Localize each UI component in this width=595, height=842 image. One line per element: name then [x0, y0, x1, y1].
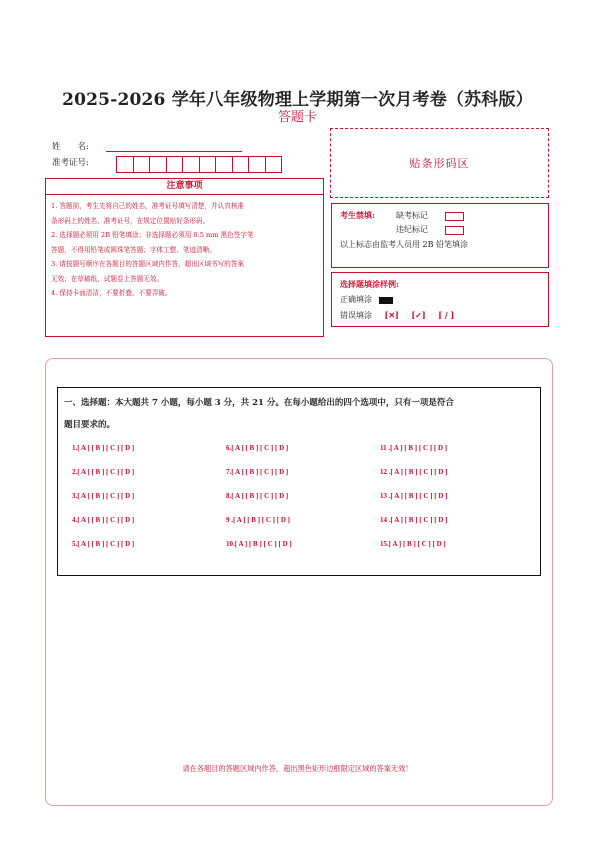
answer-option-row[interactable]: 5.[ A ] [ B ] [ C ] [ D ] [72, 540, 135, 548]
correct-sample-label: 正确填涂 [340, 295, 372, 304]
violation-mark-row [396, 224, 464, 235]
notice-item: 4. 保持卡面清洁，不要折叠、不要弄破。 [51, 289, 172, 297]
answer-option-row[interactable]: 2.[ A ] [ B ] [ C ] [ D ] [72, 468, 135, 476]
exam-number-box[interactable] [215, 156, 233, 173]
answer-option-row[interactable]: 11 .[ A ] [ B ] [ C ] [ D ] [380, 444, 448, 452]
answer-option-row[interactable]: 8.[ A ] [ B ] [ C ] [ D ] [226, 492, 289, 500]
answer-option-row[interactable]: 4.[ A ] [ B ] [ C ] [ D ] [72, 516, 135, 524]
sample-title: 选择题填涂样例: [340, 279, 399, 289]
name-field[interactable] [106, 151, 242, 152]
barcode-label: 贴条形码区 [409, 157, 470, 170]
answer-option-row[interactable]: 12 .[ A ] [ B ] [ C ] [ D ] [380, 468, 448, 476]
proctor-box [331, 203, 549, 268]
barcode-area [330, 128, 549, 198]
wrong-mark-check: [✓] [411, 310, 426, 320]
notice-item: 条形码上的姓名、准考证号，在规定位置贴好条形码。 [51, 216, 210, 225]
page-subtitle: 答题卡 [277, 110, 317, 125]
exam-number-box[interactable] [149, 156, 167, 173]
notice-box [45, 178, 324, 337]
correct-sample-row [340, 294, 393, 305]
notice-title: 注意事项 [46, 179, 323, 195]
exam-number-boxes[interactable] [116, 156, 281, 173]
sample-box [331, 272, 549, 327]
answer-option-row[interactable]: 3.[ A ] [ B ] [ C ] [ D ] [72, 492, 135, 500]
exam-number-box[interactable] [116, 156, 134, 173]
notice-item: 无效；在草稿纸、试题卷上答题无效。 [51, 274, 164, 283]
name-label: 姓 名: [52, 142, 89, 152]
proctor-note: 以上标志由监考人员用 2B 铅笔填涂 [340, 240, 469, 249]
exam-number-box[interactable] [199, 156, 217, 173]
exam-number-box[interactable] [133, 156, 151, 173]
answer-option-row[interactable]: 6.[ A ] [ B ] [ C ] [ D ] [226, 444, 289, 452]
violation-mark-box[interactable] [445, 226, 464, 235]
notice-item: 答题，不得用铅笔或圆珠笔答题；字体工整、笔迹清晰。 [51, 245, 216, 254]
answer-option-row[interactable]: 9 .[ A ] [ B ] [ C ] [ D ] [226, 516, 290, 524]
page-title: 2025-2026 学年八年级物理上学期第一次月考卷（苏科版） [62, 90, 533, 110]
wrong-sample-row [340, 310, 454, 321]
exam-number-box[interactable] [166, 156, 184, 173]
footer-note: 请在各题目的答题区域内作答，超出黑色矩形边框限定区域的答案无效！ [182, 764, 413, 773]
notice-item: 1. 答题前，考生先将自己的姓名，准考证号填写清楚，并认真核准 [51, 202, 245, 210]
notice-item: 3. 请按题号顺序在各题目的答题区域内作答，超出区域书写的答案 [51, 260, 245, 268]
wrong-mark-slash: [ / ] [438, 310, 455, 320]
wrong-sample-label: 错误填涂 [340, 311, 372, 320]
exam-number-box[interactable] [232, 156, 250, 173]
answer-option-row[interactable]: 14 .[ A ] [ B ] [ C ] [ D ] [380, 516, 448, 524]
notice-list [46, 195, 323, 301]
absent-mark-label: 缺考标记 [396, 211, 428, 220]
section-heading-line2: 题目要求的。 [64, 420, 116, 430]
section-heading-line1: 一、选择题：本大题共 7 小题，每小题 3 分，共 21 分。在每小题给出的四个选项中，只有一项是符合 [64, 398, 454, 408]
exam-number-label: 准考证号: [52, 158, 89, 168]
exam-number-box[interactable] [248, 156, 266, 173]
choice-section [57, 387, 541, 576]
answer-option-row[interactable]: 13 .[ A ] [ B ] [ C ] [ D ] [380, 492, 448, 500]
answer-option-row[interactable]: 10.[ A ] [ B ] [ C ] [ D ] [226, 540, 292, 548]
exam-number-box[interactable] [182, 156, 200, 173]
notice-item: 2. 选择题必须用 2B 铅笔填涂；非选择题必须用 0.5 mm 黑色签字笔 [51, 231, 254, 239]
answer-option-row[interactable]: 15.[ A ] [ B ] [ C ] [ D ] [380, 540, 446, 548]
proctor-title: 考生禁填: [340, 210, 375, 220]
exam-number-box[interactable] [265, 156, 283, 173]
absent-mark-row [396, 210, 464, 221]
answer-option-row[interactable]: 7.[ A ] [ B ] [ C ] [ D ] [226, 468, 289, 476]
answer-option-row[interactable]: 1.[ A ] [ B ] [ C ] [ D ] [72, 444, 135, 452]
wrong-mark-cross: [✕] [384, 310, 399, 320]
absent-mark-box[interactable] [445, 212, 464, 221]
filled-sample-mark [379, 297, 393, 304]
violation-mark-label: 违纪标记 [396, 225, 428, 234]
